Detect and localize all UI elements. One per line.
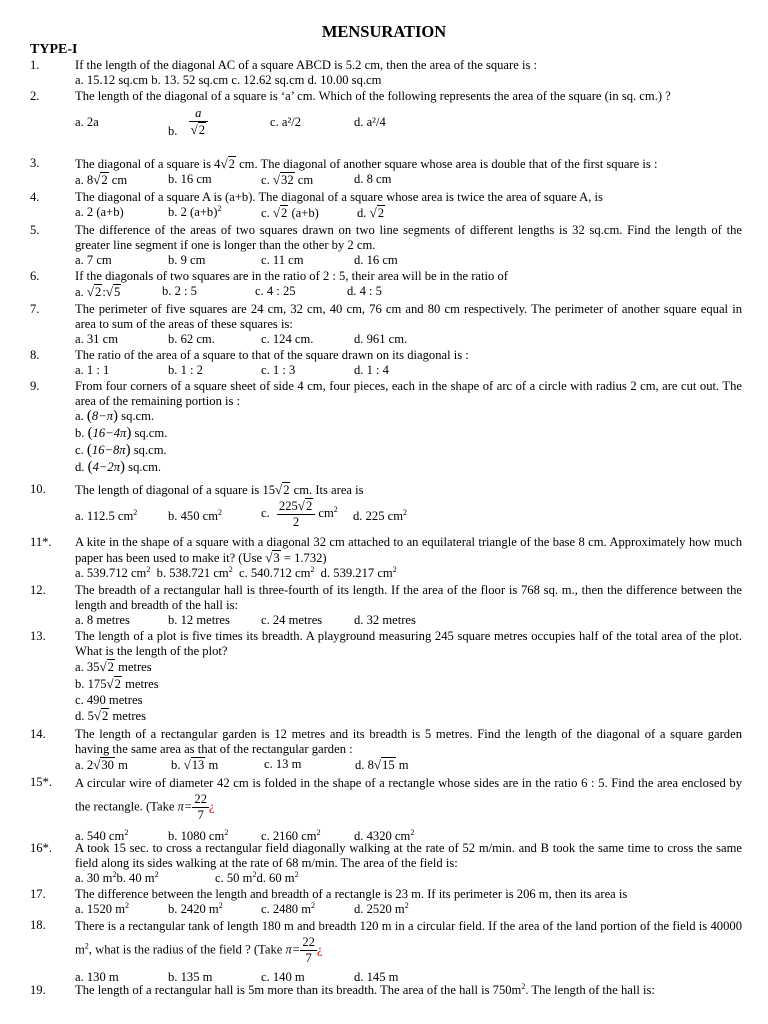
options-row [75,613,742,628]
options-row [75,284,742,299]
option-d: d. 961 cm. [354,332,408,346]
option-label: b. [168,123,178,138]
options-row [75,332,742,347]
denominator: 7 [305,951,312,965]
text-part: c. 2160 cm [261,829,317,843]
question-number: 6. [30,269,40,283]
radicand: 2 [305,499,313,513]
option-label: a. [75,409,84,423]
sqrt-icon: √ [272,205,281,220]
sqrt-icon: √ [86,284,95,299]
question-15 [30,775,742,844]
option-b [168,509,222,524]
radicand: 2 [281,206,288,220]
pi-symbol: π= [285,942,301,957]
fraction [189,106,208,138]
option-a [75,172,127,188]
option-label: d. [75,460,85,474]
options-row [75,902,742,917]
option-c: c. 24 metres [261,613,323,627]
option-a: a. 31 cm [75,332,119,346]
option-c: c. 124 cm. [261,332,314,346]
option-d [353,509,407,524]
question-number: 9. [30,379,40,393]
question-7 [30,302,742,347]
expression: 4−2π [92,460,121,474]
question-text: The difference between the length and breadth of a rectangle is 23 m. If its perimeter is 206 m, then its area is [75,887,628,901]
option-a: a. 539.712 cm [75,566,147,580]
option-c: c. 11 cm [261,253,304,267]
denominator: 2 [292,515,300,529]
question-3 [30,156,742,187]
radicand: 2 [102,709,109,723]
text-part: c. 50 m [215,871,253,885]
text-part: b. 2420 m [168,902,219,916]
option-b: b. 538.721 cm [156,566,229,580]
option-a: a. 2a [75,115,99,129]
question-text [75,482,742,498]
radicand: 2 [114,677,121,691]
option-d: d. 60 m [256,871,295,885]
radicand: 2 [198,123,206,137]
question-number: 8. [30,348,40,362]
radicand: 15 [382,758,395,772]
sqrt-icon: √ [93,708,102,723]
text-part: c. 2480 m [261,902,312,916]
question-number: 3. [30,156,40,170]
question-1 [30,58,742,88]
numerator: 22 [194,792,208,806]
radicand: 5 [113,285,121,299]
superscript: 2 [521,982,526,991]
question-8 [30,348,742,378]
text-part: cm. Its area is [290,483,364,497]
option-a [75,871,159,886]
section-heading: TYPE-I [30,42,78,57]
question-number: 2. [30,89,40,103]
radicand: 2 [228,157,235,171]
denominator [189,122,208,138]
option-a [75,509,137,524]
question-4 [30,190,742,220]
unit: sq.cm. [118,409,155,423]
superscript: 2 [218,901,223,910]
radicand: 2 [377,206,385,220]
text-part: b. 1080 cm [168,829,225,843]
question-text: The ratio of the area of a square to that of the square drawn on its diagonal is : [75,348,469,362]
question-text: A took 15 sec. to cross a rectangular field diagonally walking at the rate of 52 m/min. and B took the same time to cross the same field along its sides walking at the rate of 68 m/min. The area of the field is: [75,841,742,870]
radicand: 2 [107,660,114,674]
option-b [171,757,218,773]
unit: metres [109,709,147,723]
denominator: 7 [197,808,204,822]
superscript: 2 [146,565,151,574]
question-text: The perimeter of five squares are 24 cm, 32 cm, 40 cm, 76 cm and 80 cm respectively. The perimeter of another square equal in area to sum of the areas of these squares is: [75,302,742,331]
pi-symbol: π= [177,799,193,814]
question-text [75,775,742,823]
text-part: b. [171,758,184,772]
question-number: 13. [30,629,46,643]
text-part: d. 2520 m [354,902,405,916]
text-part: A circular wire of diameter 42 cm is folded in the shape of a rectangle whose sides are in the ratio 6 : 5. Find the area enclosed by the rectangle. (Take [75,776,742,814]
question-text [75,983,742,998]
text-part: d. 5 [75,709,94,723]
text-part: The length of diagonal of a square is 15 [75,483,276,497]
text-part: b. 175 [75,677,107,691]
option-c: c. 4 : 25 [255,284,296,298]
option-a [75,659,742,676]
option-d: d. 145 m [354,970,399,984]
expression: 16−8π [91,443,126,457]
question-text [75,535,742,566]
option-c: c. 540.712 cm [239,566,311,580]
superscript: 2 [392,565,397,574]
option-d [354,902,409,917]
options-row [75,363,742,378]
question-number: 19. [30,983,46,997]
option-a [75,284,121,300]
options-row [75,253,742,268]
option-d: d. 16 cm [354,253,398,267]
question-text [75,918,742,966]
question-number: 10. [30,482,46,496]
question-18 [30,918,742,985]
numerator: 22 [302,935,315,949]
question-16 [30,841,742,886]
radicand: 2 [95,285,102,299]
numerator [277,498,315,515]
options-row [75,757,742,772]
text-part: : [102,285,106,299]
superscript: 2 [154,870,159,879]
question-text: The length of a plot is five times its breadth. A playground measuring 245 square metres occupies half of the total area of the plot. What is the length of the plot? [75,629,742,658]
option-d: d. 8 cm [354,172,392,186]
fraction [277,498,315,530]
radicand: 30 [101,758,114,772]
radicand: 3 [273,551,280,565]
question-text: The length of the diagonal of a square is ‘a’ cm. Which of the following represents the area of the square (in sq. cm.) ? [75,89,671,103]
sqrt-icon: √ [272,172,281,187]
option-c: c. 140 m [261,970,305,984]
option-d: d. (4−2π) sq.cm. [75,459,162,475]
radicand: 2 [283,483,290,497]
option-d: d. 4 : 5 [347,284,382,298]
question-number: 11*. [30,535,52,549]
radicand: 13 [191,758,205,772]
superscript: 2 [333,504,338,514]
option-b: b. 2 : 5 [162,284,197,298]
question-number: 16*. [30,841,53,855]
options-line [75,566,742,581]
sqrt-icon: √ [183,757,191,772]
option-d: d. 32 metres [354,613,416,627]
question-number: 18. [30,918,46,932]
text-part: c. [261,206,273,220]
option-c [261,172,313,188]
text-part: a. 30 m [75,871,113,885]
text-part: a. 1520 m [75,902,126,916]
option-c: c. 490 metres [75,693,143,707]
text-part: 225 [278,499,298,513]
question-12 [30,583,742,628]
unit: metres [121,677,159,691]
option-label: c. [261,505,270,520]
question-number: 4. [30,190,40,204]
option-a: a. 130 m [75,970,119,984]
text-part: , what is the radius of the field ? (Take [88,942,286,957]
option-b: b. 1 : 2 [168,363,203,377]
text-part: d. 225 cm [353,509,404,523]
option-a: a. 2 (a+b) [75,205,124,219]
superscript: 2 [224,828,229,837]
text-part: m [395,758,409,772]
option-c [261,498,338,530]
question-text: The diagonal of a square A is (a+b). The diagonal of a square whose area is twice the area of square A, is [75,190,603,204]
text-part: (a+b) [288,206,319,220]
option-a [75,757,128,773]
numerator: a [189,106,208,122]
superscript: 2 [217,204,222,213]
option-label: b. [75,426,85,440]
question-19 [30,983,742,998]
text-part: a. 112.5 cm [75,509,134,523]
superscript: 2 [133,508,138,517]
option-b [168,205,221,220]
text-part: c. [261,173,273,187]
text-part: cm [108,173,128,187]
question-13 [30,629,742,725]
question-17 [30,887,742,917]
option-b: b. 62 cm. [168,332,215,346]
text-part: a. [75,285,87,299]
expression: 8−π [91,409,114,423]
options-row [75,871,742,886]
option-b: b. 40 m [116,871,155,885]
text-part: A kite in the shape of a square with a diagonal 32 cm attached to an equilateral triangle of the base 8 cm. Approximately how much paper has been used to make it? (Use [75,535,742,565]
sqrt-icon: √ [265,550,273,565]
option-a: a. 8 metres [75,613,130,627]
option-b: b. 12 metres [168,613,230,627]
option-a [75,902,129,917]
question-2 [30,89,742,138]
option-d [357,205,385,221]
sqrt-icon: √ [99,659,107,674]
option-c [215,871,299,886]
option-b [168,106,208,138]
option-b [168,902,223,917]
option-d: d. 1 : 4 [354,363,389,377]
superscript: 2 [403,508,408,517]
text-part: cm [294,173,314,187]
text-part: a. 2 [75,758,94,772]
sqrt-icon: √ [93,757,101,772]
option-b [75,676,742,693]
option-a: a. (8−π) sq.cm. [75,408,155,424]
sqrt-icon: √ [297,498,305,513]
unit: metres [114,660,152,674]
option-b: b. 135 m [168,970,213,984]
options-row [75,104,742,138]
superscript: 2 [218,508,223,517]
question-text: If the diagonals of two squares are in the ratio of 2 : 5, their area will be in the ratio of [75,269,508,283]
page-title: MENSURATION [321,22,447,41]
text-part: cm. The diagonal of another square whose area is double that of the first square is : [235,157,658,171]
option-d: d. a²/4 [354,115,386,129]
superscript: 2 [310,565,315,574]
sqrt-icon: √ [373,757,382,772]
question-6 [30,269,742,299]
superscript: 2 [294,870,299,879]
option-c: c. 1 : 3 [261,363,296,377]
options-row [75,205,742,220]
text-part: There is a rectangular tank of length 180 m and breadth 120 m in a circular field. If the area of the land portion of the field is 40000 m [75,919,742,957]
question-number: 17. [30,887,46,901]
text-part: a. 540 cm [75,829,125,843]
fraction [300,935,317,966]
question-number: 1. [30,58,40,72]
question-11 [30,535,742,581]
option-a: a. 7 cm [75,253,112,267]
options-row [75,498,742,532]
option-b: b. 16 cm [168,172,212,186]
text-part: m [205,758,219,772]
superscript: 2 [410,828,415,837]
fraction [192,792,209,823]
question-text: If the length of the diagonal AC of a square ABCD is 5.2 cm, then the area of the square is : [75,58,538,72]
option-d [355,757,409,773]
option-c [261,205,319,221]
text-part: a. 8 [75,173,94,187]
superscript: 2 [124,828,129,837]
superscript: 2 [228,565,233,574]
text-part: d. 8 [355,758,374,772]
superscript: 2 [84,941,89,951]
option-c: c. a²/2 [270,115,302,129]
question-text [75,156,742,172]
text-part: a. 35 [75,660,100,674]
text-part: d. 4320 cm [354,829,411,843]
option-b: b. (16−4π) sq.cm. [75,425,168,441]
unit: sq.cm. [131,426,168,440]
sqrt-icon: √ [369,205,377,220]
question-5 [30,223,742,268]
text-part: The diagonal of a square is 4 [75,157,221,171]
superscript: 2 [125,901,130,910]
question-text: From four corners of a square sheet of side 4 cm, four pieces, each in the shape of arc of a circle with radius 2 cm, are cut out. The area of the remaining portion is : [75,379,742,408]
question-number: 12. [30,583,46,597]
option-label: c. [75,443,84,457]
question-number: 5. [30,223,40,237]
sqrt-icon: √ [106,676,114,691]
text-part: m [114,758,128,772]
question-number: 7. [30,302,40,316]
text-part: d. [357,206,370,220]
text-part: = 1.732) [280,551,327,565]
radicand: 2 [101,173,108,187]
options-row [75,172,742,187]
sqrt-expression [220,157,235,171]
unit: sq.cm. [125,460,162,474]
option-c: c. 13 m [264,757,302,771]
superscript: 2 [316,828,321,837]
sqrt-icon: √ [275,482,283,497]
question-number: 14. [30,727,46,741]
superscript: 2 [404,901,409,910]
option-d [75,708,742,725]
expression: 16−4π [92,426,127,440]
sqrt-icon: √ [220,156,228,171]
superscript: 2 [252,870,257,879]
sqrt-icon: √ [93,172,101,187]
option-b: b. 9 cm [168,253,206,267]
superscript: 2 [311,901,316,910]
text-part: b. 2 (a+b) [168,205,218,219]
render-artifact-glyph: ¿ [316,942,323,957]
sqrt-icon: √ [105,284,113,299]
radicand: 32 [281,173,294,187]
question-10 [30,482,742,532]
question-number: 15*. [30,775,53,789]
sqrt-icon: √ [190,122,198,137]
question-9 [30,379,742,477]
option-c: c. (16−8π) sq.cm. [75,442,167,458]
question-text: The length of a rectangular garden is 12 metres and its breadth is 5 metres. Find the length of the diagonal of a square garden having the same area as that of the rectangular garden : [75,727,742,756]
text-part: cm [315,505,334,520]
option-c [261,902,315,917]
text-part: . The length of the hall is: [525,983,655,997]
text-part: The length of a rectangular hall is 5m more than its breadth. The area of the hall is 750m [75,983,522,997]
question-text: The difference of the areas of two squares drawn on two line segments of different lengths is 32 sq.cm. Find the length of the greater line segment if one is longer than the other by 2 cm. [75,223,742,252]
unit: sq.cm. [130,443,167,457]
option-a: a. 1 : 1 [75,363,110,377]
question-text: The breadth of a rectangular hall is three-fourth of its length. If the area of the floor is 768 sq. m., then the difference between the length and breadth of the hall is: [75,583,742,612]
superscript: 2 [112,870,117,879]
question-14 [30,727,742,772]
option-d: d. 539.217 cm [320,566,393,580]
render-artifact-glyph: ¿ [209,799,215,814]
text-part: b. 450 cm [168,509,219,523]
options-line: a. 15.12 sq.cm b. 13. 52 sq.cm c. 12.62 sq.cm d. 10.00 sq.cm [75,73,382,87]
